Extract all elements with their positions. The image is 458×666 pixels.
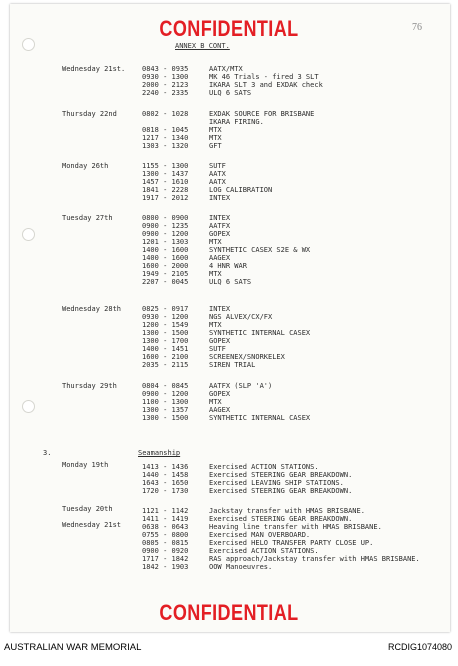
entry-day: Thursday 22nd (62, 110, 117, 118)
entry-activity: SIREN TRIAL (209, 361, 256, 369)
archive-reference: RCDIG1074080 (387, 642, 452, 652)
entry-activity: Jackstay transfer with HMAS BRISBANE. (209, 507, 365, 515)
entry-time: 0805 - 0815 (142, 539, 189, 547)
entry-activity: SYNTHETIC INTERNAL CASEX (209, 414, 311, 422)
entry-time: 0802 - 1028 (142, 110, 189, 118)
entry-time: 0800 - 0900 (142, 214, 189, 222)
entry-time: 0900 - 1235 (142, 222, 189, 230)
entry-activity: MTX (209, 238, 222, 246)
entry-activity: MTX (209, 321, 222, 329)
entry-activity: Exercised HELO TRANSFER PARTY CLOSE UP. (209, 539, 374, 547)
entry-activity: Exercised MAN OVERBOARD. (209, 531, 311, 539)
entry-activity: IKARA FIRING. (209, 118, 264, 126)
entry-activity: INTEX (209, 214, 231, 222)
entry-activity: OOW Manoeuvres. (209, 563, 273, 571)
entry-time: 0930 - 1200 (142, 313, 189, 321)
entry-time: 1121 - 1142 (142, 507, 189, 515)
entry-activity: GOPEX (209, 390, 231, 398)
entry-activity: INTEX (209, 305, 231, 313)
entry-activity: ULQ 6 SATS (209, 278, 252, 286)
entry-activity: MTX (209, 270, 222, 278)
classification-header: CONFIDENTIAL (159, 16, 299, 41)
entry-activity: AATX/MTX (209, 65, 243, 73)
entry-time: 1720 - 1730 (142, 487, 189, 495)
classification-footer: CONFIDENTIAL (159, 600, 299, 625)
entry-activity: NGS ALVEX/CX/FX (209, 313, 273, 321)
entry-activity: IKARA SLT 3 and EXDAK check (209, 81, 323, 89)
entry-time: 1300 - 1500 (142, 329, 189, 337)
entry-time: 1300 - 1357 (142, 406, 189, 414)
entry-time: 1400 - 1600 (142, 254, 189, 262)
entry-activity: AATX (209, 170, 226, 178)
entry-time: 0804 - 0845 (142, 382, 189, 390)
entry-activity: AATFX (SLP 'A') (209, 382, 273, 390)
entry-time: 1600 - 2100 (142, 353, 189, 361)
entry-activity: GOPEX (209, 337, 231, 345)
entry-activity: Exercised ACTION STATIONS. (209, 547, 319, 555)
entry-time: 1413 - 1436 (142, 463, 189, 471)
entry-activity: AAGEX (209, 254, 231, 262)
entry-activity: SUTF (209, 162, 226, 170)
entry-time: 1217 - 1340 (142, 134, 189, 142)
entry-time: 2035 - 2115 (142, 361, 189, 369)
entry-day: Monday 19th (62, 461, 109, 469)
entry-activity: SYNTHETIC INTERNAL CASEX (209, 329, 311, 337)
entry-activity: AATX (209, 178, 226, 186)
entry-time: 1411 - 1419 (142, 515, 189, 523)
annex-heading: ANNEX B CONT. (175, 42, 230, 50)
entry-time: 1100 - 1300 (142, 398, 189, 406)
entry-activity: MTX (209, 134, 222, 142)
entry-time: 1842 - 1903 (142, 563, 189, 571)
entry-day: Wednesday 21st. (62, 65, 126, 73)
entry-activity: LOG CALIBRATION (209, 186, 273, 194)
entry-time: 1717 - 1842 (142, 555, 189, 563)
entry-activity: Exercised STEERING GEAR BREAKDOWN. (209, 487, 353, 495)
entry-activity: EXDAK SOURCE FOR BRISBANE (209, 110, 315, 118)
entry-activity: MK 46 Trials - fired 3 SLT (209, 73, 319, 81)
entry-time: 0755 - 0800 (142, 531, 189, 539)
entry-time: 0900 - 1200 (142, 230, 189, 238)
section-heading: Seamanship (138, 449, 181, 457)
entry-day: Monday 26th (62, 162, 109, 170)
entry-time: 1400 - 1451 (142, 345, 189, 353)
entry-activity: SCREENEX/SNORKELEX (209, 353, 285, 361)
entry-time: 1200 - 1549 (142, 321, 189, 329)
entry-activity: INTEX (209, 194, 231, 202)
entry-time: 0843 - 0935 (142, 65, 189, 73)
entry-activity: MTX (209, 126, 222, 134)
entry-time: 1300 - 1500 (142, 414, 189, 422)
entry-activity: ULQ 6 SATS (209, 89, 252, 97)
entry-time: 1440 - 1458 (142, 471, 189, 479)
entry-time: 2207 - 0045 (142, 278, 189, 286)
entry-time: 0900 - 0920 (142, 547, 189, 555)
entry-activity: SUTF (209, 345, 226, 353)
entry-day: Tuesday 20th (62, 505, 113, 513)
entry-time: 1600 - 2000 (142, 262, 189, 270)
entry-activity: Exercised LEAVING SHIP STATIONS. (209, 479, 344, 487)
entry-activity: AATFX (209, 222, 231, 230)
entry-day: Wednesday 28th (62, 305, 122, 313)
entry-time: 1201 - 1303 (142, 238, 189, 246)
entry-day: Wednesday 21st (62, 521, 122, 529)
entry-time: 0818 - 1045 (142, 126, 189, 134)
entry-activity: Heaving line transfer with HMAS BRISBANE. (209, 523, 382, 531)
entry-time: 0900 - 1200 (142, 390, 189, 398)
entry-activity: GFT (209, 142, 222, 150)
entry-time: 1841 - 2228 (142, 186, 189, 194)
section-number: 3. (43, 449, 52, 457)
entry-time: 1300 - 1437 (142, 170, 189, 178)
entry-time: 0825 - 0917 (142, 305, 189, 313)
entry-day: Tuesday 27th (62, 214, 113, 222)
entry-activity: 4 HNR WAR (209, 262, 247, 270)
entry-time: 2240 - 2335 (142, 89, 189, 97)
entry-activity: SYNTHETIC CASEX S2E & WX (209, 246, 311, 254)
entry-time: 0638 - 0643 (142, 523, 189, 531)
entry-day: Thursday 29th (62, 382, 117, 390)
entry-time: 1400 - 1600 (142, 246, 189, 254)
entry-activity: MTX (209, 398, 222, 406)
entry-activity: Exercised STEERING GEAR BREAKDOWN. (209, 471, 353, 479)
entry-time: 1917 - 2012 (142, 194, 189, 202)
entry-time: 1303 - 1320 (142, 142, 189, 150)
entry-activity: GOPEX (209, 230, 231, 238)
entry-time: 1300 - 1700 (142, 337, 189, 345)
entry-time: 1643 - 1650 (142, 479, 189, 487)
page-number: 76 (412, 22, 422, 33)
entry-activity: Exercised ACTION STATIONS. (209, 463, 319, 471)
entry-activity: RAS approach/Jackstay transfer with HMAS BRISBANE. (209, 555, 420, 563)
entry-time: 1457 - 1610 (142, 178, 189, 186)
archive-credit: AUSTRALIAN WAR MEMORIAL (4, 642, 142, 653)
entry-time: 2000 - 2123 (142, 81, 189, 89)
entry-time: 1949 - 2105 (142, 270, 189, 278)
entry-activity: AAGEX (209, 406, 231, 414)
entry-activity: Exercised STEERING GEAR BREAKDOWN. (209, 515, 353, 523)
entry-time: 1155 - 1300 (142, 162, 189, 170)
entry-time: 0930 - 1300 (142, 73, 189, 81)
